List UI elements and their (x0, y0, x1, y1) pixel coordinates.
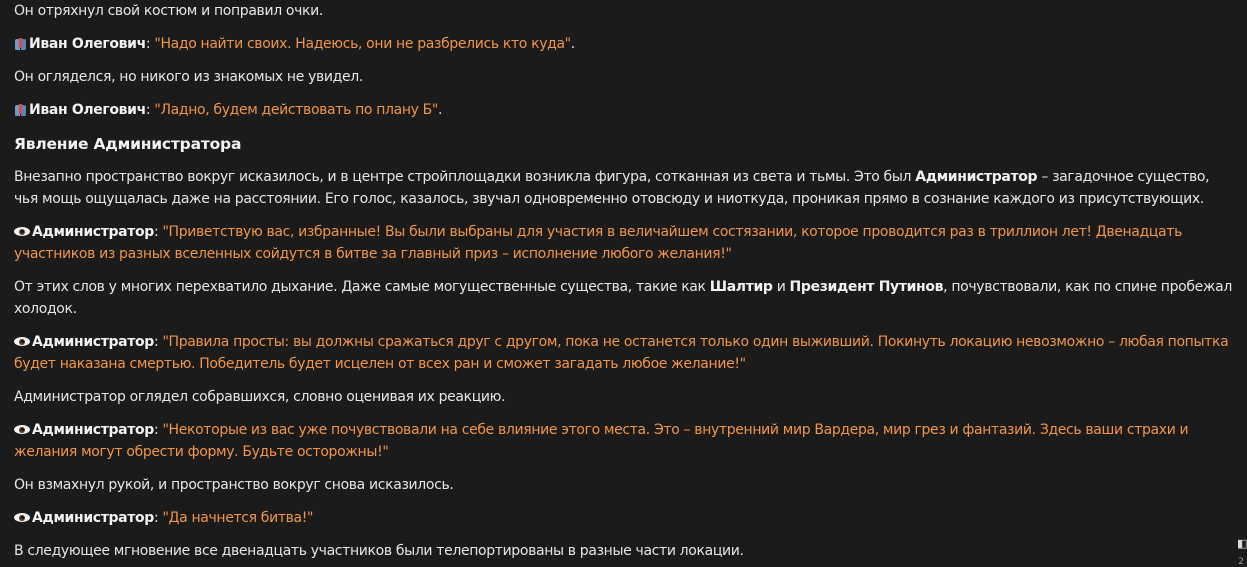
narration-paragraph (14, 276, 1236, 320)
speaker-name: Иван Олегович (29, 36, 146, 52)
suit-icon (14, 37, 27, 50)
speaker-name: Администратор (32, 224, 154, 240)
speaker-name: Администратор (32, 334, 154, 350)
corner-counter: 2 (1238, 557, 1244, 567)
dialogue-line (14, 221, 1236, 265)
name-shaltir: Шалтир (709, 279, 773, 295)
dialogue-quote: "Ладно, будем действовать по плану Б" (154, 102, 439, 118)
text-segment: – загадочное существо, чья мощь ощущалась даже на расстоянии. Его голос, казалось, звучал одновременно отовсюду и ниоткуда, проникая прямо в сознание каждого из присутствующих. (14, 169, 1210, 207)
dialogue-quote: "Правила просты: вы должны сражаться друг с другом, пока не останется только один выживший. Покинуть локацию невозможно – любая попытка будет наказана смертью. Победитель будет исцелен от всех ран и сможет загадать любое желание!" (14, 334, 1229, 372)
dialogue-line (14, 33, 1236, 55)
text-segment: , почувствовали, как по спине пробежал холодок. (14, 279, 1232, 317)
text-segment: Внезапно пространство вокруг исказилось, и в центре стройплощадки возникла фигура, сотканная из света и тьмы. Это был (14, 169, 916, 185)
chat-message-content (14, 0, 1236, 562)
speaker-name: Администратор (32, 422, 154, 438)
narration-paragraph: Он отряхнул свой костюм и поправил очки. (14, 3, 323, 19)
eye-icon (14, 423, 30, 435)
dialogue-quote: "Надо найти своих. Надеюсь, они не разбрелись кто куда" (154, 36, 571, 52)
dialogue-end: . (570, 36, 575, 52)
speaker-name: Администратор (32, 510, 154, 526)
speaker-colon: : (153, 334, 159, 350)
dialogue-line (14, 331, 1236, 375)
eye-icon (14, 511, 30, 523)
name-administrator: Администратор (915, 169, 1038, 185)
dialogue-quote: "Некоторые из вас уже почувствовали на себе влияние этого места. Это – внутренний мир Вардера, мир грез и фантазий. Здесь ваши страхи и желания могут обрести форму. Будьте осторожны!" (14, 422, 1189, 460)
speaker-colon: : (145, 102, 151, 118)
narration-paragraph: В следующее мгновение все двенадцать участников были телепортированы в разные части локации. (14, 543, 744, 559)
narration-paragraph: Он огляделся, но никого из знакомых не увидел. (14, 69, 363, 85)
narration-paragraph (14, 166, 1236, 210)
dialogue-line (14, 99, 1236, 121)
suit-icon (14, 103, 27, 116)
speaker-colon: : (153, 422, 159, 438)
speaker-colon: : (153, 510, 159, 526)
speaker-colon: : (145, 36, 151, 52)
text-segment: От этих слов у многих перехватило дыхание. Даже самые могущественные существа, такие как (14, 279, 710, 295)
section-heading: Явление Администратора (14, 135, 242, 153)
name-president: Президент Путинов (789, 279, 944, 295)
speaker-name: Иван Олегович (29, 102, 146, 118)
narration-paragraph: Администратор оглядел собравшихся, словно оценивая их реакцию. (14, 389, 506, 405)
speaker-colon: : (153, 224, 159, 240)
copy-icon[interactable]: ◧ (1237, 537, 1247, 550)
eye-icon (14, 225, 30, 237)
narration-paragraph: Он взмахнул рукой, и пространство вокруг снова исказилось. (14, 477, 454, 493)
text-segment: и (772, 279, 790, 295)
dialogue-quote: "Да начнется битва!" (162, 510, 314, 526)
eye-icon (14, 335, 30, 347)
dialogue-end: . (438, 102, 443, 118)
dialogue-line (14, 507, 1236, 529)
dialogue-quote: "Приветствую вас, избранные! Вы были выбраны для участия в величайшем состязании, которое проводится раз в триллион лет! Двенадцать участников из разных вселенных сойдутся в битве за главный приз – исполнение любого желания!" (14, 224, 1182, 262)
dialogue-line (14, 419, 1236, 463)
